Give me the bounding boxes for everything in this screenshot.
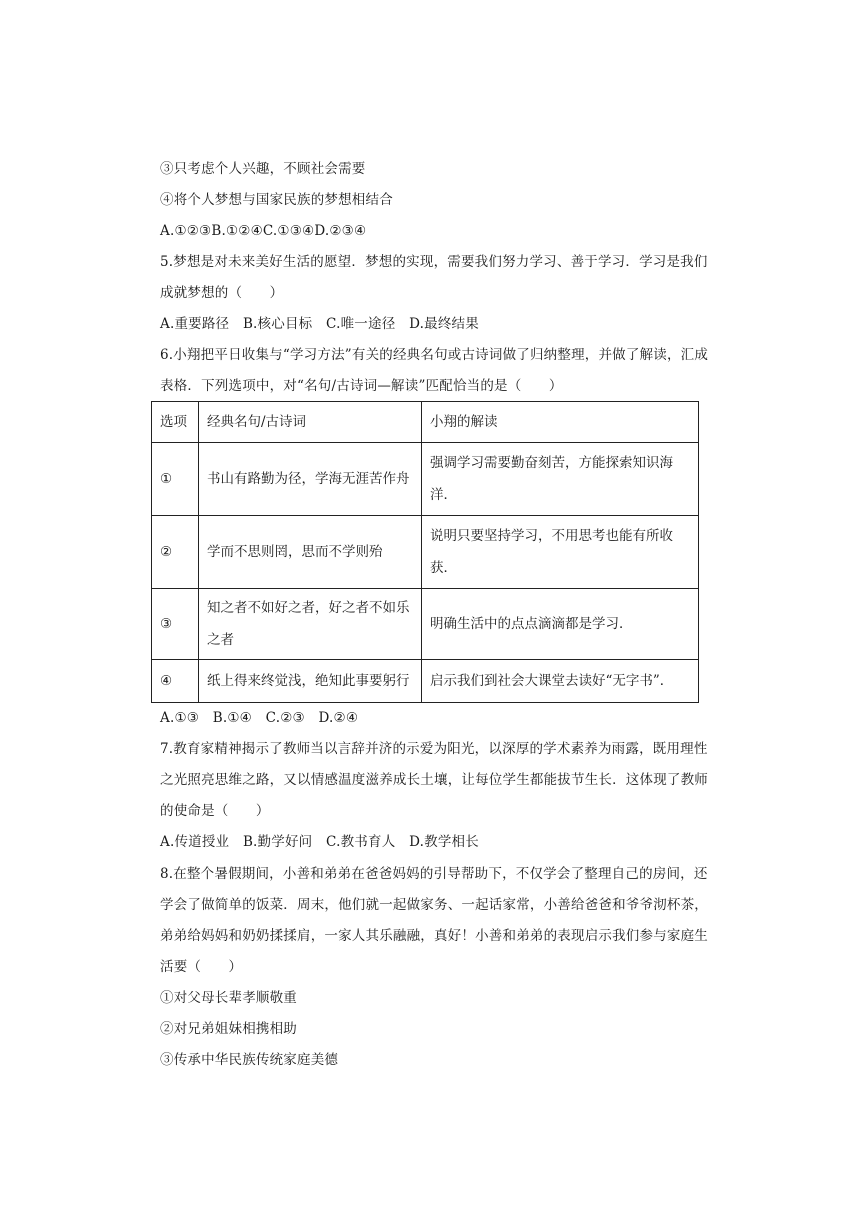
row-quote: 学而不思则罔，思而不学则殆 — [199, 516, 422, 589]
q5-answer-choices: A.重要路径 B.核心目标 C.唯一途径 D.最终结果 — [160, 316, 479, 332]
row-interpretation: 强调学习需要勤奋刻苦，方能探索知识海洋． — [422, 443, 699, 516]
header-option: 选项 — [152, 402, 199, 443]
q8-stem-line-1: 8.在整个暑假期间，小善和弟弟在爸爸妈妈的引导帮助下，不仅学会了整理自己的房间，还 — [160, 866, 708, 882]
table-row — [152, 589, 699, 660]
header-interpretation: 小翔的解读 — [422, 402, 699, 443]
q8-stem-line-2: 学会了做简单的饭菜．周末，他们就一起做家务、一起话家常，小善给爸爸和爷爷沏杯茶， — [160, 897, 708, 913]
q7-stem-line-2: 之光照亮思维之路，又以情感温度滋养成长土壤，让每位学生都能拔节生长．这体现了教师 — [160, 772, 708, 788]
q8-option-3: ③传承中华民族传统家庭美德 — [160, 1052, 339, 1068]
q6-stem-line-2: 表格．下列选项中，对“名句/古诗词—解读”匹配恰当的是（ ） — [160, 378, 563, 394]
table-header-row — [152, 402, 699, 443]
row-option: ② — [152, 516, 199, 589]
row-option: ① — [152, 443, 199, 516]
row-quote: 书山有路勤为径，学海无涯苦作舟 — [199, 443, 422, 516]
q8-stem-line-4: 活要（ ） — [160, 959, 243, 975]
q6-answer-choices: A.①③ B.①④ C.②③ D.②④ — [160, 710, 359, 726]
header-quote: 经典名句/古诗词 — [199, 402, 422, 443]
q5-stem-line-2: 成就梦想的（ ） — [160, 285, 284, 301]
table-row — [152, 660, 699, 703]
q8-option-2: ②对兄弟姐妹相携相助 — [160, 1021, 297, 1037]
q6-table — [151, 401, 699, 703]
table-row — [152, 443, 699, 516]
q5-stem-line-1: 5.梦想是对未来美好生活的愿望．梦想的实现，需要我们努力学习、善于学习．学习是我们 — [160, 254, 708, 270]
q7-stem-line-1: 7.教育家精神揭示了教师当以言辞并济的示爱为阳光，以深厚的学术素养为雨露，既用理性 — [160, 741, 708, 757]
row-interpretation: 明确生活中的点点滴滴都是学习． — [422, 589, 699, 660]
q4-answer-choices: A.①②③B.①②④C.①③④D.②③④ — [160, 223, 367, 239]
option-line-4: ④将个人梦想与国家民族的梦想相结合 — [160, 192, 393, 208]
row-quote: 知之者不如好之者，好之者不如乐之者 — [199, 589, 422, 660]
q7-stem-line-3: 的使命是（ ） — [160, 803, 270, 819]
q6-stem-line-1: 6.小翔把平日收集与“学习方法”有关的经典名句或古诗词做了归纳整理，并做了解读，汇成 — [160, 347, 709, 363]
q8-stem-line-3: 弟弟给妈妈和奶奶揉揉肩，一家人其乐融融，真好！小善和弟弟的表现启示我们参与家庭生 — [160, 928, 708, 944]
row-option: ④ — [152, 660, 199, 703]
row-quote: 纸上得来终觉浅，绝知此事要躬行 — [199, 660, 422, 703]
q8-option-1: ①对父母长辈孝顺敬重 — [160, 990, 297, 1006]
row-interpretation: 启示我们到社会大课堂去读好“无字书”． — [422, 660, 699, 703]
table-row — [152, 516, 699, 589]
row-option: ③ — [152, 589, 199, 660]
q7-answer-choices: A.传道授业 B.勤学好问 C.教书育人 D.教学相长 — [160, 834, 479, 850]
option-line-3: ③只考虑个人兴趣，不顾社会需要 — [160, 161, 366, 177]
row-interpretation: 说明只要坚持学习，不用思考也能有所收获． — [422, 516, 699, 589]
